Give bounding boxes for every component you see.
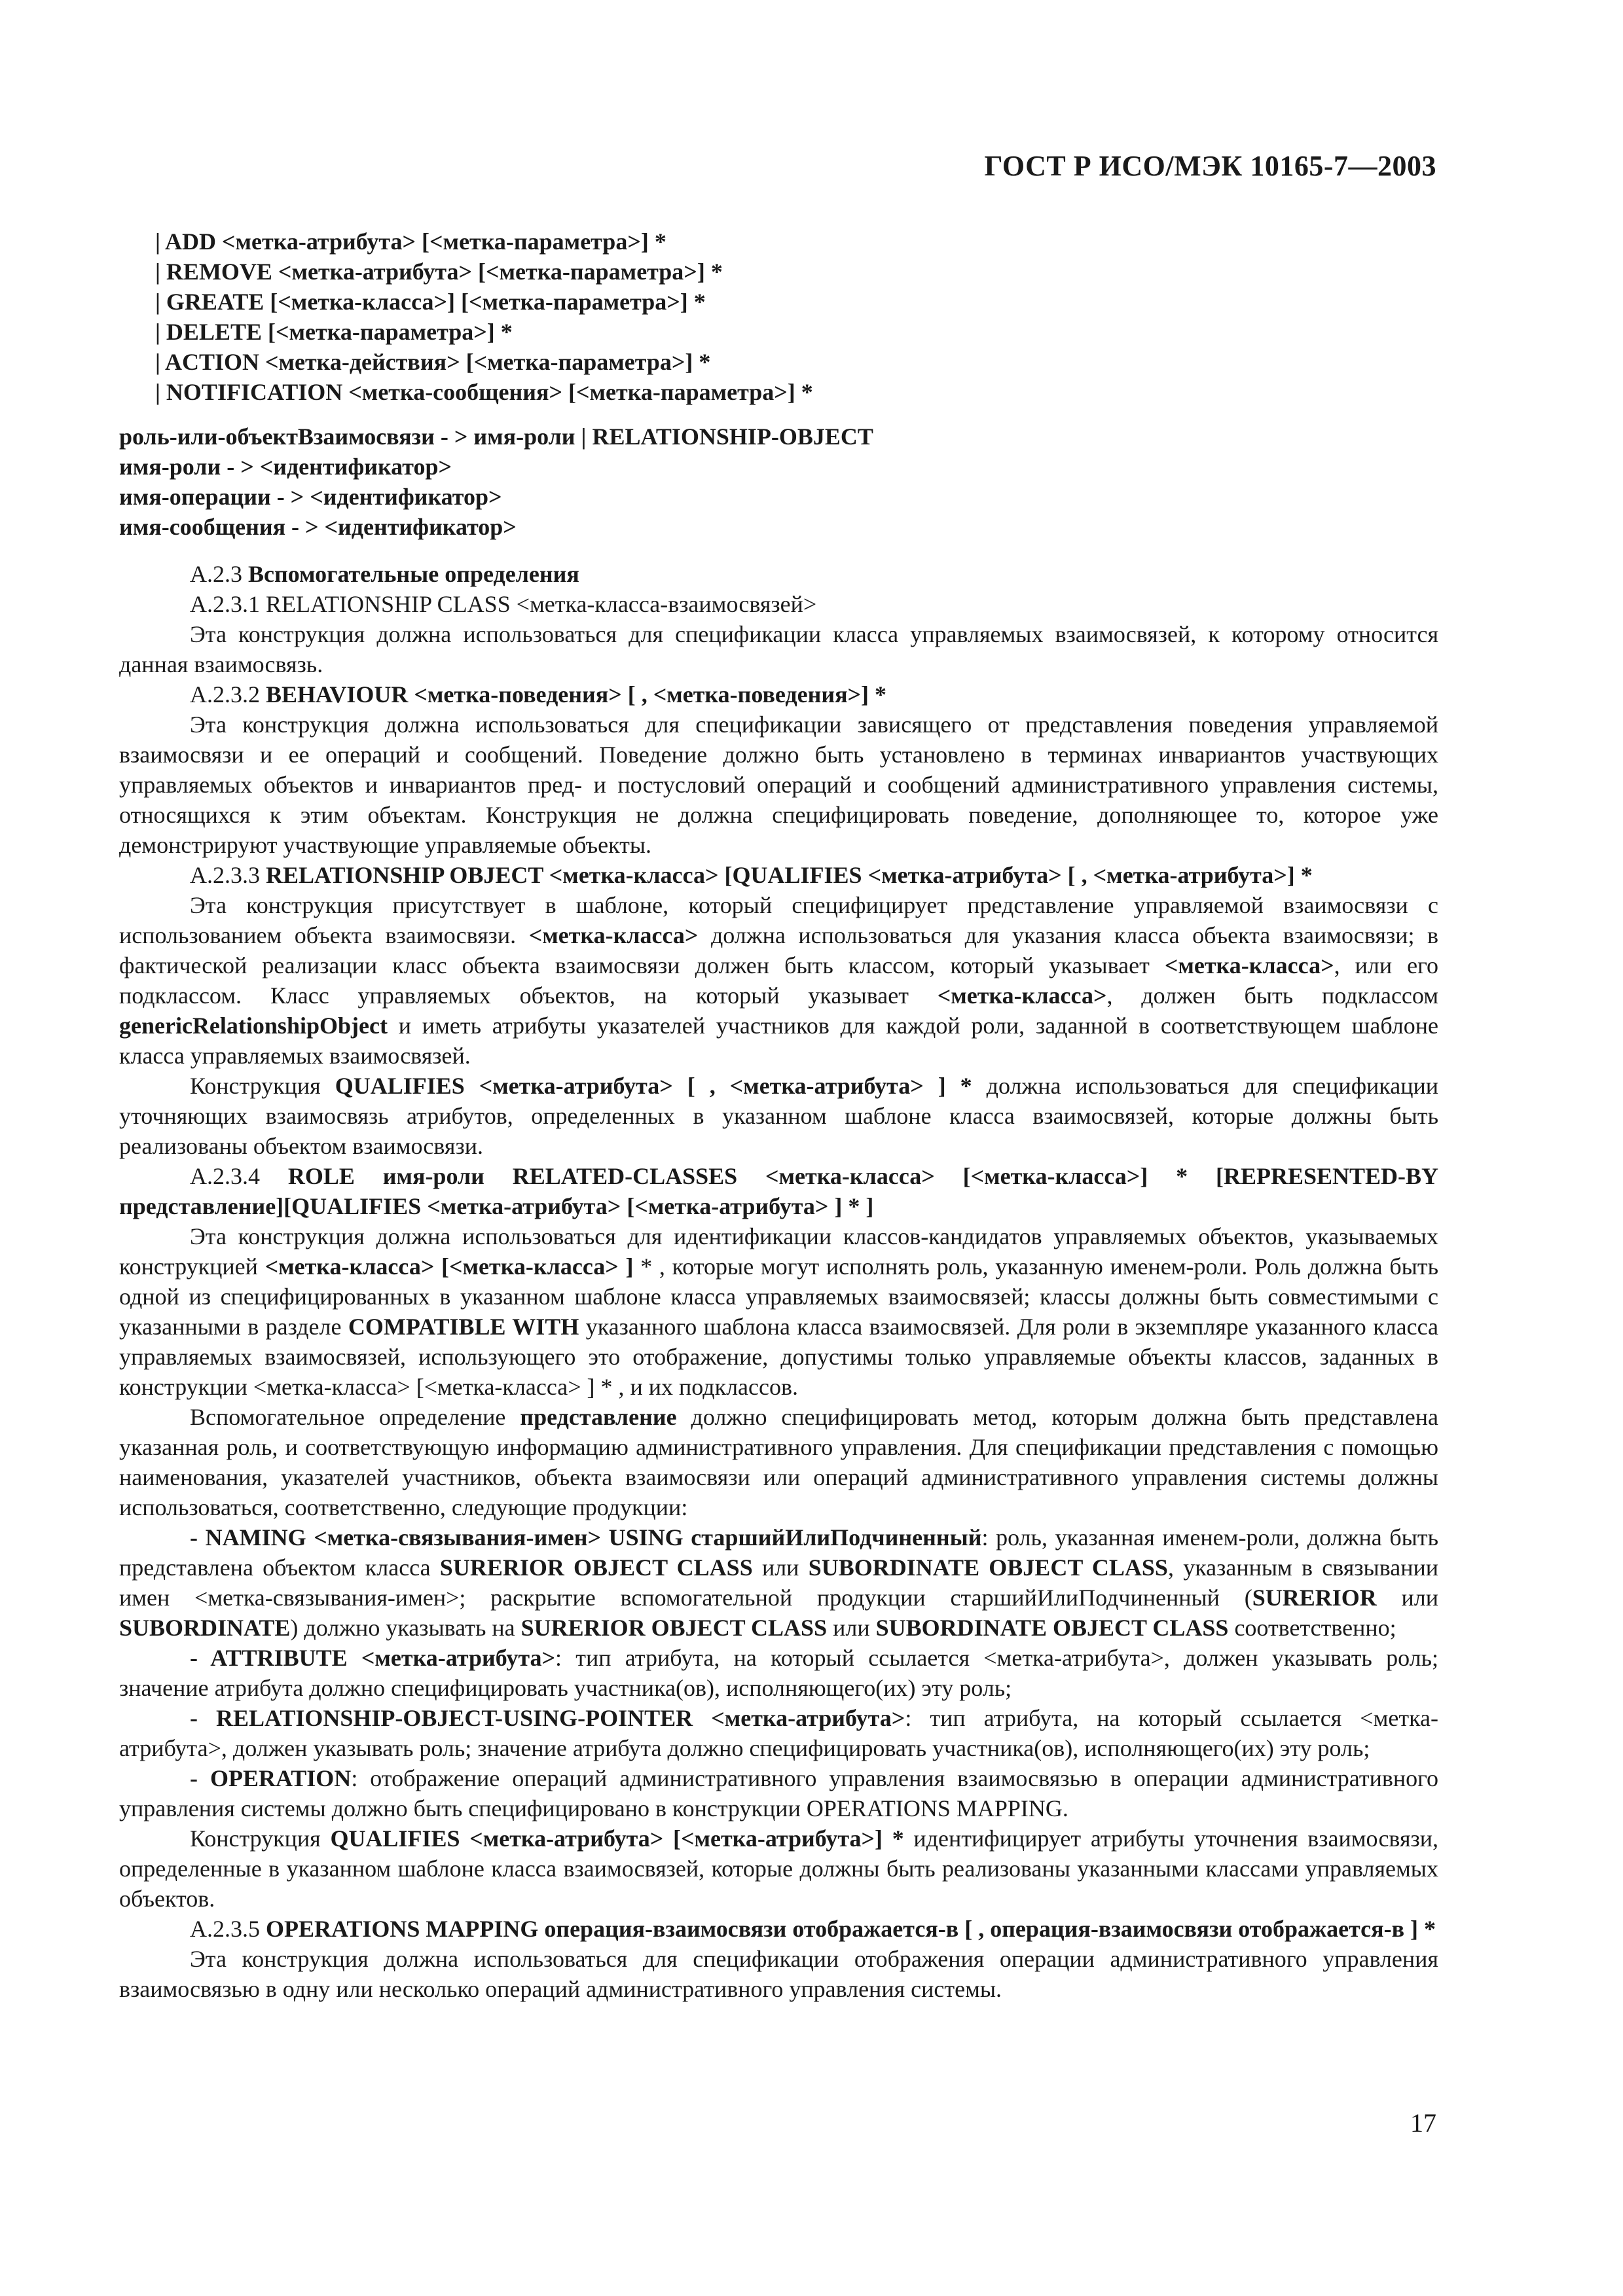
list-item-attribute: - ATTRIBUTE <метка-атрибута>: тип атрибута, на который ссылается <метка-атрибута>, должен указывать роль; значение атрибута должно специфицировать участника(ов), исполняющего(их) эту роль;: [119, 1645, 1439, 1701]
list-item-operation: - OPERATION: отображение операций административного управления взаимосвязью в операции административного управления системы должно быть специфицировано в конструкции OPERATIONS MAPPING.: [119, 1765, 1438, 1821]
grammar-line: | REMOVE <метка-атрибута> [<метка-параметра>] *: [155, 259, 723, 285]
subsection-heading-a232: А.2.3.2 BEHAVIOUR <метка-поведения> [ , <метка-поведения>] *: [190, 681, 887, 708]
paragraph: Эта конструкция должна использоваться для спецификации класса управляемых взаимосвязей, к которому относится данная взаимосвязь.: [119, 621, 1438, 677]
definition-line: имя-роли - > <идентификатор>: [119, 454, 452, 480]
definitions-block: [119, 422, 1438, 542]
paragraph: Эта конструкция присутствует в шаблоне, который специфицирует представление управляемой взаимосвязи с использованием объекта взаимосвязи. <метка-класса> должна использоваться для указания класса объекта взаимосвязи; в фактической реализации класс объекта взаимосвязи должен быть классом, который указывает <метка-класса>, или его подклассом. Класс управляемых объектов, на который указывает <метка-класса>, должен быть подклассом genericRelationshipObject и иметь атрибуты указателей участников для каждой роли, заданной в соответствующем шаблоне класса управляемых взаимосвязей.: [119, 892, 1439, 1069]
definition-line: имя-операции - > <идентификатор>: [119, 484, 502, 510]
section-body: [119, 559, 1438, 2004]
grammar-line: | NOTIFICATION <метка-сообщения> [<метка-параметра>] *: [155, 379, 813, 405]
document-header: ГОСТ Р ИСО/МЭК 10165-7—2003: [984, 150, 1436, 182]
subsection-heading-a231: А.2.3.1 RELATIONSHIP CLASS <метка-класса-взаимосвязей>: [190, 591, 817, 617]
definition-line: роль-или-объектВзаимосвязи - > имя-роли | RELATIONSHIP-OBJECT: [119, 423, 873, 450]
definition-line: имя-сообщения - > <идентификатор>: [119, 514, 517, 540]
grammar-line: | ACTION <метка-действия> [<метка-параметра>] *: [155, 349, 711, 375]
section-title: Вспомогательные определения: [248, 561, 579, 587]
list-item-relationship-object: - RELATIONSHIP-OBJECT-USING-POINTER <метка-атрибута>: тип атрибута, на который ссылается <метка-атрибута>, должен указывать роль; значение атрибута должно специфицировать участника(ов), исполняющего(их) эту роль;: [119, 1705, 1438, 1761]
paragraph: Эта конструкция должна использоваться для идентификации классов-кандидатов управляемых объектов, указываемых конструкцией <метка-класса> [<метка-класса> ] * , которые могут исполнять роль, указанную именем-роли. Роль должна быть одной из специфицированных в указанном шаблоне класса управляемых взаимосвязей; классы должны быть совместимыми с указанными в разделе COMPATIBLE WITH указанного шаблона класса взаимосвязей. Для роли в экземпляре указанного класса управляемых взаимосвязей, использующего это отображение, допустимы только управляемые объекты классов, заданных в конструкции <метка-класса> [<метка-класса> ] * , и их подклассов.: [119, 1223, 1439, 1400]
grammar-line: | GREATE [<метка-класса>] [<метка-параметра>] *: [155, 289, 706, 315]
section-heading: А.2.3 Вспомогательные определения: [190, 561, 579, 587]
grammar-line: | DELETE [<метка-параметра>] *: [155, 319, 513, 345]
paragraph: Эта конструкция должна использоваться для спецификации зависящего от представления поведения управляемой взаимосвязи и ее операций и сообщений. Поведение должно быть установлено в терминах инвариантов участвующих управляемых объектов и инвариантов пред- и постусловий операций и сообщений административного управления системы, относящихся к этим объектам. Конструкция не должна специфицировать поведение, дополняющее то, которое уже демонстрируют участвующие управляемые объекты.: [119, 711, 1438, 858]
subsection-heading-a234: А.2.3.4 ROLE имя-роли RELATED-CLASSES <метка-класса> [<метка-класса>] * [REPRESENTED-BY представление][QUALIFIES <метка-атрибута> [<метка-атрибута> ] * ]: [119, 1163, 1439, 1219]
subsection-heading-a233: А.2.3.3 RELATIONSHIP OBJECT <метка-класса> [QUALIFIES <метка-атрибута> [ , <метка-атрибута>] *: [190, 862, 1313, 888]
paragraph: Конструкция QUALIFIES <метка-атрибута> [<метка-атрибута>] * идентифицирует атрибуты уточнения взаимосвязи, определенные в указанном шаблоне класса взаимосвязей, которые должны быть реализованы указанными классами управляемых объектов.: [119, 1825, 1438, 1912]
grammar-line: | ADD <метка-атрибута> [<метка-параметра>] *: [155, 228, 666, 255]
paragraph: Конструкция QUALIFIES <метка-атрибута> [ , <метка-атрибута> ] * должна использоваться для спецификации уточняющих взаимосвязь атрибутов, определенных в указанном шаблоне класса взаимосвязей, которые должны быть реализованы объектом взаимосвязи.: [119, 1073, 1438, 1159]
paragraph: Вспомогательное определение представление должно специфицировать метод, которым должна быть представлена указанная роль, и соответствующую информацию административного управления. Для спецификации представления с помощью наименования, указателей участников, объекта взаимосвязи или операций административного управления системы должны использоваться, соответственно, следующие продукции:: [119, 1404, 1438, 1520]
paragraph: Эта конструкция должна использоваться для спецификации отображения операции административного управления взаимосвязью в одну или несколько операций административного управления системы.: [119, 1946, 1438, 2002]
subsection-heading-a235: А.2.3.5 OPERATIONS MAPPING операция-взаимосвязи отображается-в [ , операция-взаимосвязи отображается-в ] *: [190, 1916, 1436, 1942]
page-number: 17: [1410, 2108, 1436, 2138]
grammar-block: [155, 226, 1438, 407]
page-content: [119, 226, 1438, 2004]
list-item-naming: - NAMING <метка-связывания-имен> USING старшийИлиПодчиненный: роль, указанная именем-роли, должна быть представлена объектом класса SURERIOR OBJECT CLASS или SUBORDINATE OBJECT CLASS, указанным в связывании имен <метка-связывания-имен>; раскрытие вспомогательной продукции старшийИлиПодчиненный (SURERIOR или SUBORDINATE) должно указывать на SURERIOR OBJECT CLASS или SUBORDINATE OBJECT CLASS соответственно;: [119, 1524, 1439, 1641]
